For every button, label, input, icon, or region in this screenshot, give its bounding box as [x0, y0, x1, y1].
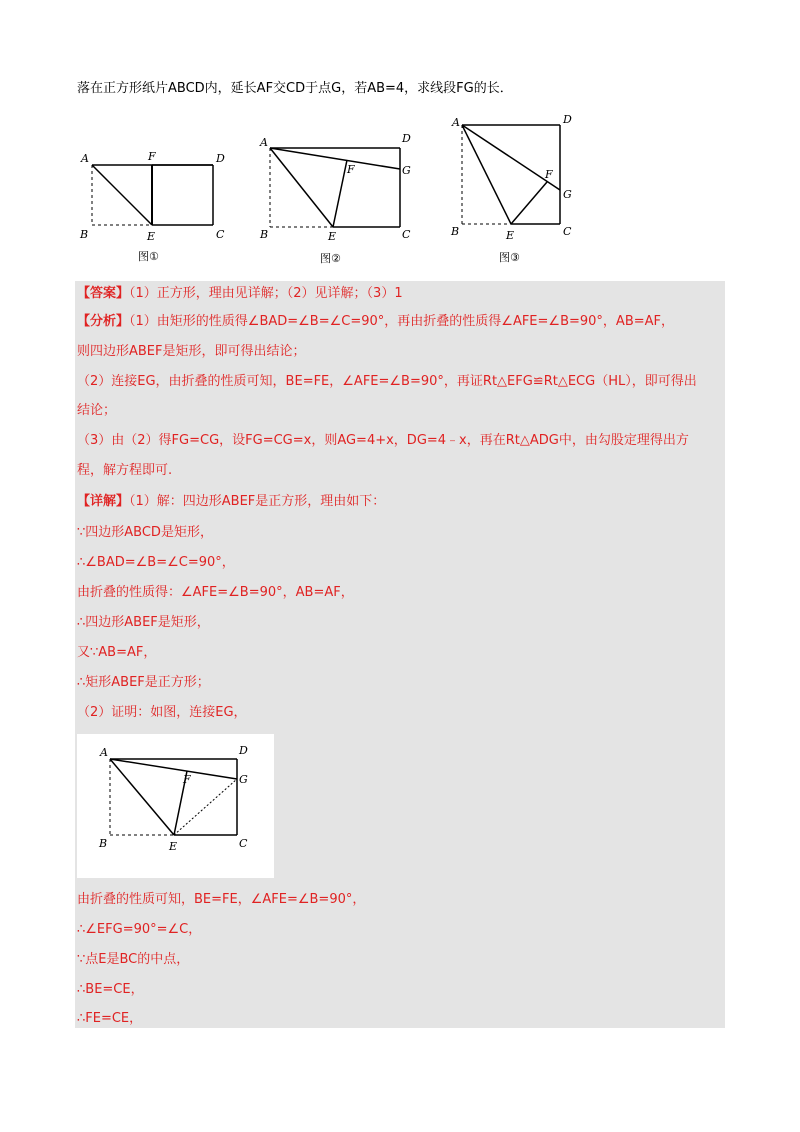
fig1-label-f: F: [148, 150, 156, 163]
fig4-label-c: C: [239, 837, 248, 850]
fig3-label-a: A: [452, 116, 460, 129]
fig1-label-b: B: [80, 228, 89, 241]
analysis-text-1: （1）由矩形的性质得∠BAD=∠B=∠C=90°，再由折叠的性质得∠AFE=∠B=90°，AB=AF，: [129, 314, 675, 329]
fig3-label-d: D: [563, 113, 572, 126]
fig4-label-b: B: [99, 837, 108, 850]
fig1-label-e: E: [147, 230, 156, 243]
fig2-label-g: G: [402, 164, 411, 177]
solution-panel: [75, 281, 725, 1028]
detail-line-1: [77, 493, 385, 511]
detail-line-8: （2）证明：如图，连接EG，: [77, 705, 247, 720]
detail-line-12: ∴BE=CE，: [77, 982, 144, 997]
fig1-label-d: D: [216, 152, 225, 165]
fig2-label-e: E: [328, 230, 337, 243]
detail-line-10: ∴∠EFG=90°=∠C，: [77, 922, 202, 937]
analysis-line-4: 结论；: [77, 403, 117, 418]
detail-line-13: ∴FE=CE，: [77, 1011, 143, 1026]
fig3-label-f: F: [545, 168, 553, 181]
detail-line-6: 又∵AB=AF，: [77, 645, 157, 660]
fig2-label-b: B: [260, 228, 269, 241]
analysis-line-6: 程，解方程即可.: [77, 463, 173, 478]
fig3-label-e: E: [506, 229, 515, 242]
fig2-label-d: D: [402, 132, 411, 145]
fig4-label-f: F: [183, 773, 191, 786]
fig2-label-a: A: [260, 136, 268, 149]
figures-svg: [75, 112, 595, 272]
detail-line-5: ∴四边形ABEF是矩形，: [77, 615, 210, 630]
fig4-label-e: E: [169, 840, 178, 853]
figure-1: [79, 150, 225, 263]
detail-tag: 【详解】: [77, 494, 130, 509]
fig2-caption: 图②: [320, 252, 341, 265]
analysis-line-5: （3）由（2）得FG=CG，设FG=CG=x，则AG=4+x，DG=4﹣x，再在Rt△ADG中，由勾股定理得出方: [77, 433, 689, 448]
fig3-label-b: B: [451, 225, 460, 238]
detail-line-9: 由折叠的性质可知，BE=FE，∠AFE=∠B=90°，: [77, 892, 366, 907]
answer-tag: 【答案】: [77, 286, 130, 301]
figure-row: [75, 112, 595, 272]
problem-intro: 落在正方形纸片ABCD内，延长AF交CD于点G，若AB=4，求线段FG的长．: [77, 81, 513, 96]
figure-4-box: [77, 734, 274, 878]
analysis-line-1: [77, 313, 674, 331]
answer-text: （1）正方形，理由见详解；（2）见详解；（3）1: [129, 286, 403, 301]
analysis-line-2: 则四边形ABEF是矩形，即可得出结论；: [77, 344, 306, 359]
fig1-label-a: A: [81, 152, 89, 165]
fig2-label-c: C: [402, 228, 411, 241]
fig4-label-g: G: [239, 773, 248, 786]
figure-4: [77, 734, 274, 878]
detail-line-2: ∵四边形ABCD是矩形，: [77, 525, 213, 540]
detail-line-3: ∴∠BAD=∠B=∠C=90°，: [77, 555, 235, 570]
answer-line: [77, 285, 403, 303]
analysis-line-3: （2）连接EG，由折叠的性质可知，BE=FE，∠AFE=∠B=90°，再证Rt△EFG≌Rt△ECG（HL），即可得出: [77, 374, 697, 389]
detail-line-4: 由折叠的性质得：∠AFE=∠B=90°，AB=AF，: [77, 585, 354, 600]
fig3-label-c: C: [563, 225, 572, 238]
fig2-label-f: F: [347, 163, 355, 176]
fig3-caption: 图③: [499, 251, 520, 264]
detail-text-1: （1）解：四边形ABEF是正方形，理由如下：: [129, 494, 386, 509]
fig4-label-d: D: [239, 744, 248, 757]
fig3-label-g: G: [563, 188, 572, 201]
fig1-caption: 图①: [138, 250, 159, 263]
figure-3: [450, 113, 572, 264]
analysis-tag: 【分析】: [77, 314, 130, 329]
detail-line-11: ∵点E是BC的中点，: [77, 952, 190, 967]
fig4-label-a: A: [100, 746, 108, 759]
figure-2: [259, 132, 411, 265]
detail-line-7: ∴矩形ABEF是正方形；: [77, 675, 210, 690]
fig1-label-c: C: [216, 228, 225, 241]
